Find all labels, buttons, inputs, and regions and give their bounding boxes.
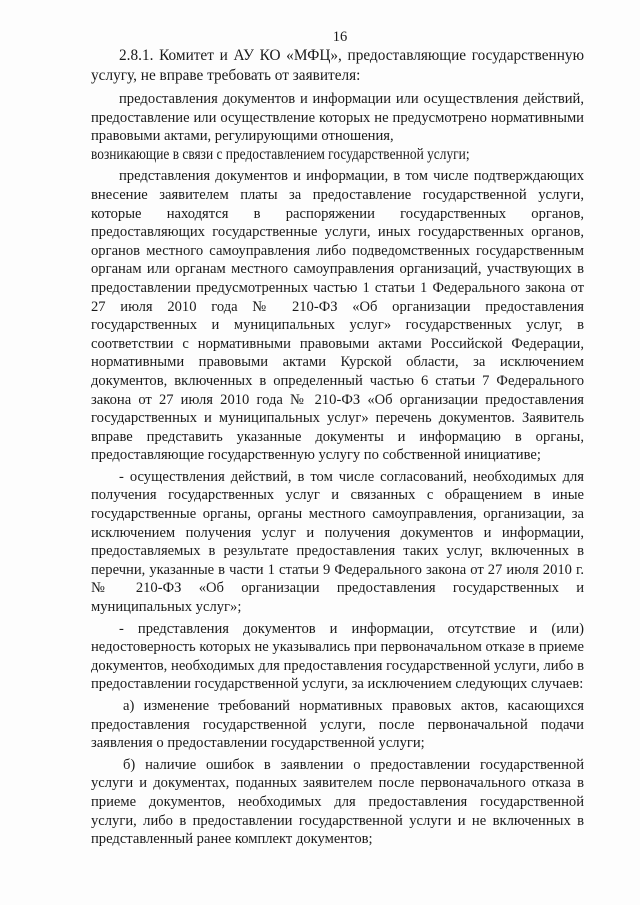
paragraph-item-2: представления документов и информации, в том числе подтверждающих внесение заявителем платы за предоставление государственной услуги, которые находятся в распоряжении государственных органов, предоставляющих государственные услуги, иных государственных органов, органов местного самоуправления либо подведомственных государственным органам или органам местного самоуправления организаций, участвующих в предоставлении предусмотренных частью 1 статьи 1 Федерального закона от 27 июля 2010 года № 210-ФЗ «Об организации предоставления государственных и муниципальных услуг» государственных услуг, в соответствии с нормативными правовыми актами Российской Федерации, нормативными правовыми актами Курской области, за исключением документов, включенных в определенный частью 6 статьи 7 Федерального закона от 27 июля 2010 года № 210-ФЗ «Об организации предоставления государственных и муниципальных услуг» перечень документов. Заявитель вправе представить указанные документы и информацию в органы, предоставляющие государственную услугу по собственной инициативе; xyxy=(91,168,584,464)
paragraph-sub-a: а) изменение требований нормативных правовых актов, касающихся предоставления государственной услуги, после первоначальной подачи заявления о предоставлении государственной услуги; xyxy=(91,698,584,752)
paragraph-item-1-tail: возникающие в связи с предоставлением государственной услуги; xyxy=(91,145,470,163)
section-heading-2-8-1: 2.8.1. Комитет и АУ КО «МФЦ», предоставляющие государственную услугу, не вправе требовать от заявителя: xyxy=(91,47,584,84)
paragraph-sub-b: б) наличие ошибок в заявлении о предоставлении государственной услуги и документах, поданных заявителем после первоначального отказа в приеме документов, необходимых для предоставления государственной услуги, либо в предоставлении государственной услуги и не включенных в представленный ранее комплект документов; xyxy=(91,756,584,848)
document-body xyxy=(91,46,584,849)
paragraph-item-3: - осуществления действий, в том числе согласований, необходимых для получения государственных услуг и связанных с обращением в иные государственные органы, органы местного самоуправления, организации, за исключением получения услуг и получения документов и информации, предоставляемых в результате предоставления таких услуг, включенных в перечни, указанные в части 1 статьи 9 Федерального закона от 27 июля 2010 г. № 210-ФЗ «Об организации предоставления государственных и муниципальных услуг»; xyxy=(91,468,584,616)
page-number: 16 xyxy=(332,29,348,45)
paragraph-item-1-text: предоставления документов и информации или осуществления действий, предоставление или осуществление которых не предусмотрено нормативными правовыми актами, регулирующими отношения, xyxy=(91,91,584,145)
paragraph-item-4: - представления документов и информации, отсутствие и (или) недостоверность которых не указывались при первоначальном отказе в приеме документов, необходимых для предоставления государственной услуги, либо в предоставлении государственной услуги, за исключением следующих случаев: xyxy=(91,620,584,693)
paragraph-item-1 xyxy=(91,90,584,164)
